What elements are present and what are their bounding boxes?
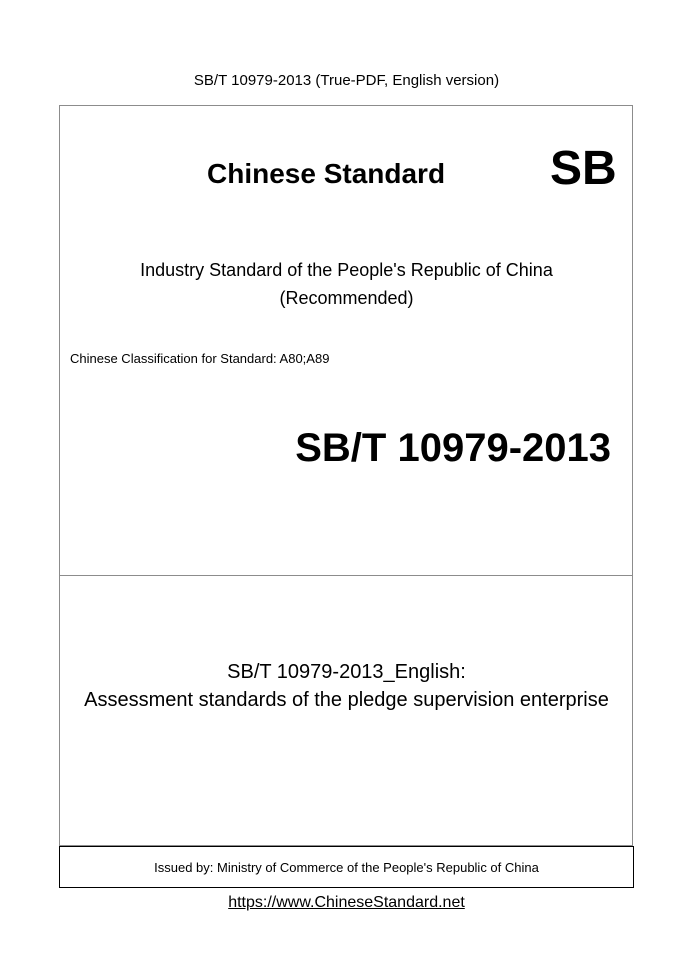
document-title-line: Assessment standards of the pledge supervision enterprise — [84, 689, 609, 711]
classification-line: Chinese Classification for Standard: A80;A89 — [70, 351, 330, 366]
document-code-line: SB/T 10979-2013_English: — [227, 661, 466, 683]
cover-frame — [59, 105, 633, 846]
brand-title: Chinese Standard — [207, 158, 446, 189]
page-header: SB/T 10979-2013 (True-PDF, English version) — [193, 72, 500, 89]
industry-standard-line: Industry Standard of the People's Republic of China — [140, 260, 553, 280]
standard-number: SB/T 10979-2013 — [295, 426, 611, 470]
brand-code: SB — [550, 142, 617, 195]
website-link[interactable]: https://www.ChineseStandard.net — [228, 894, 465, 911]
section-divider — [59, 575, 633, 576]
footer — [0, 893, 693, 913]
recommended-line: (Recommended) — [279, 288, 414, 308]
issuer-box — [59, 846, 634, 888]
issuer-text: Issued by: Ministry of Commerce of the People's Republic of China — [154, 859, 539, 875]
